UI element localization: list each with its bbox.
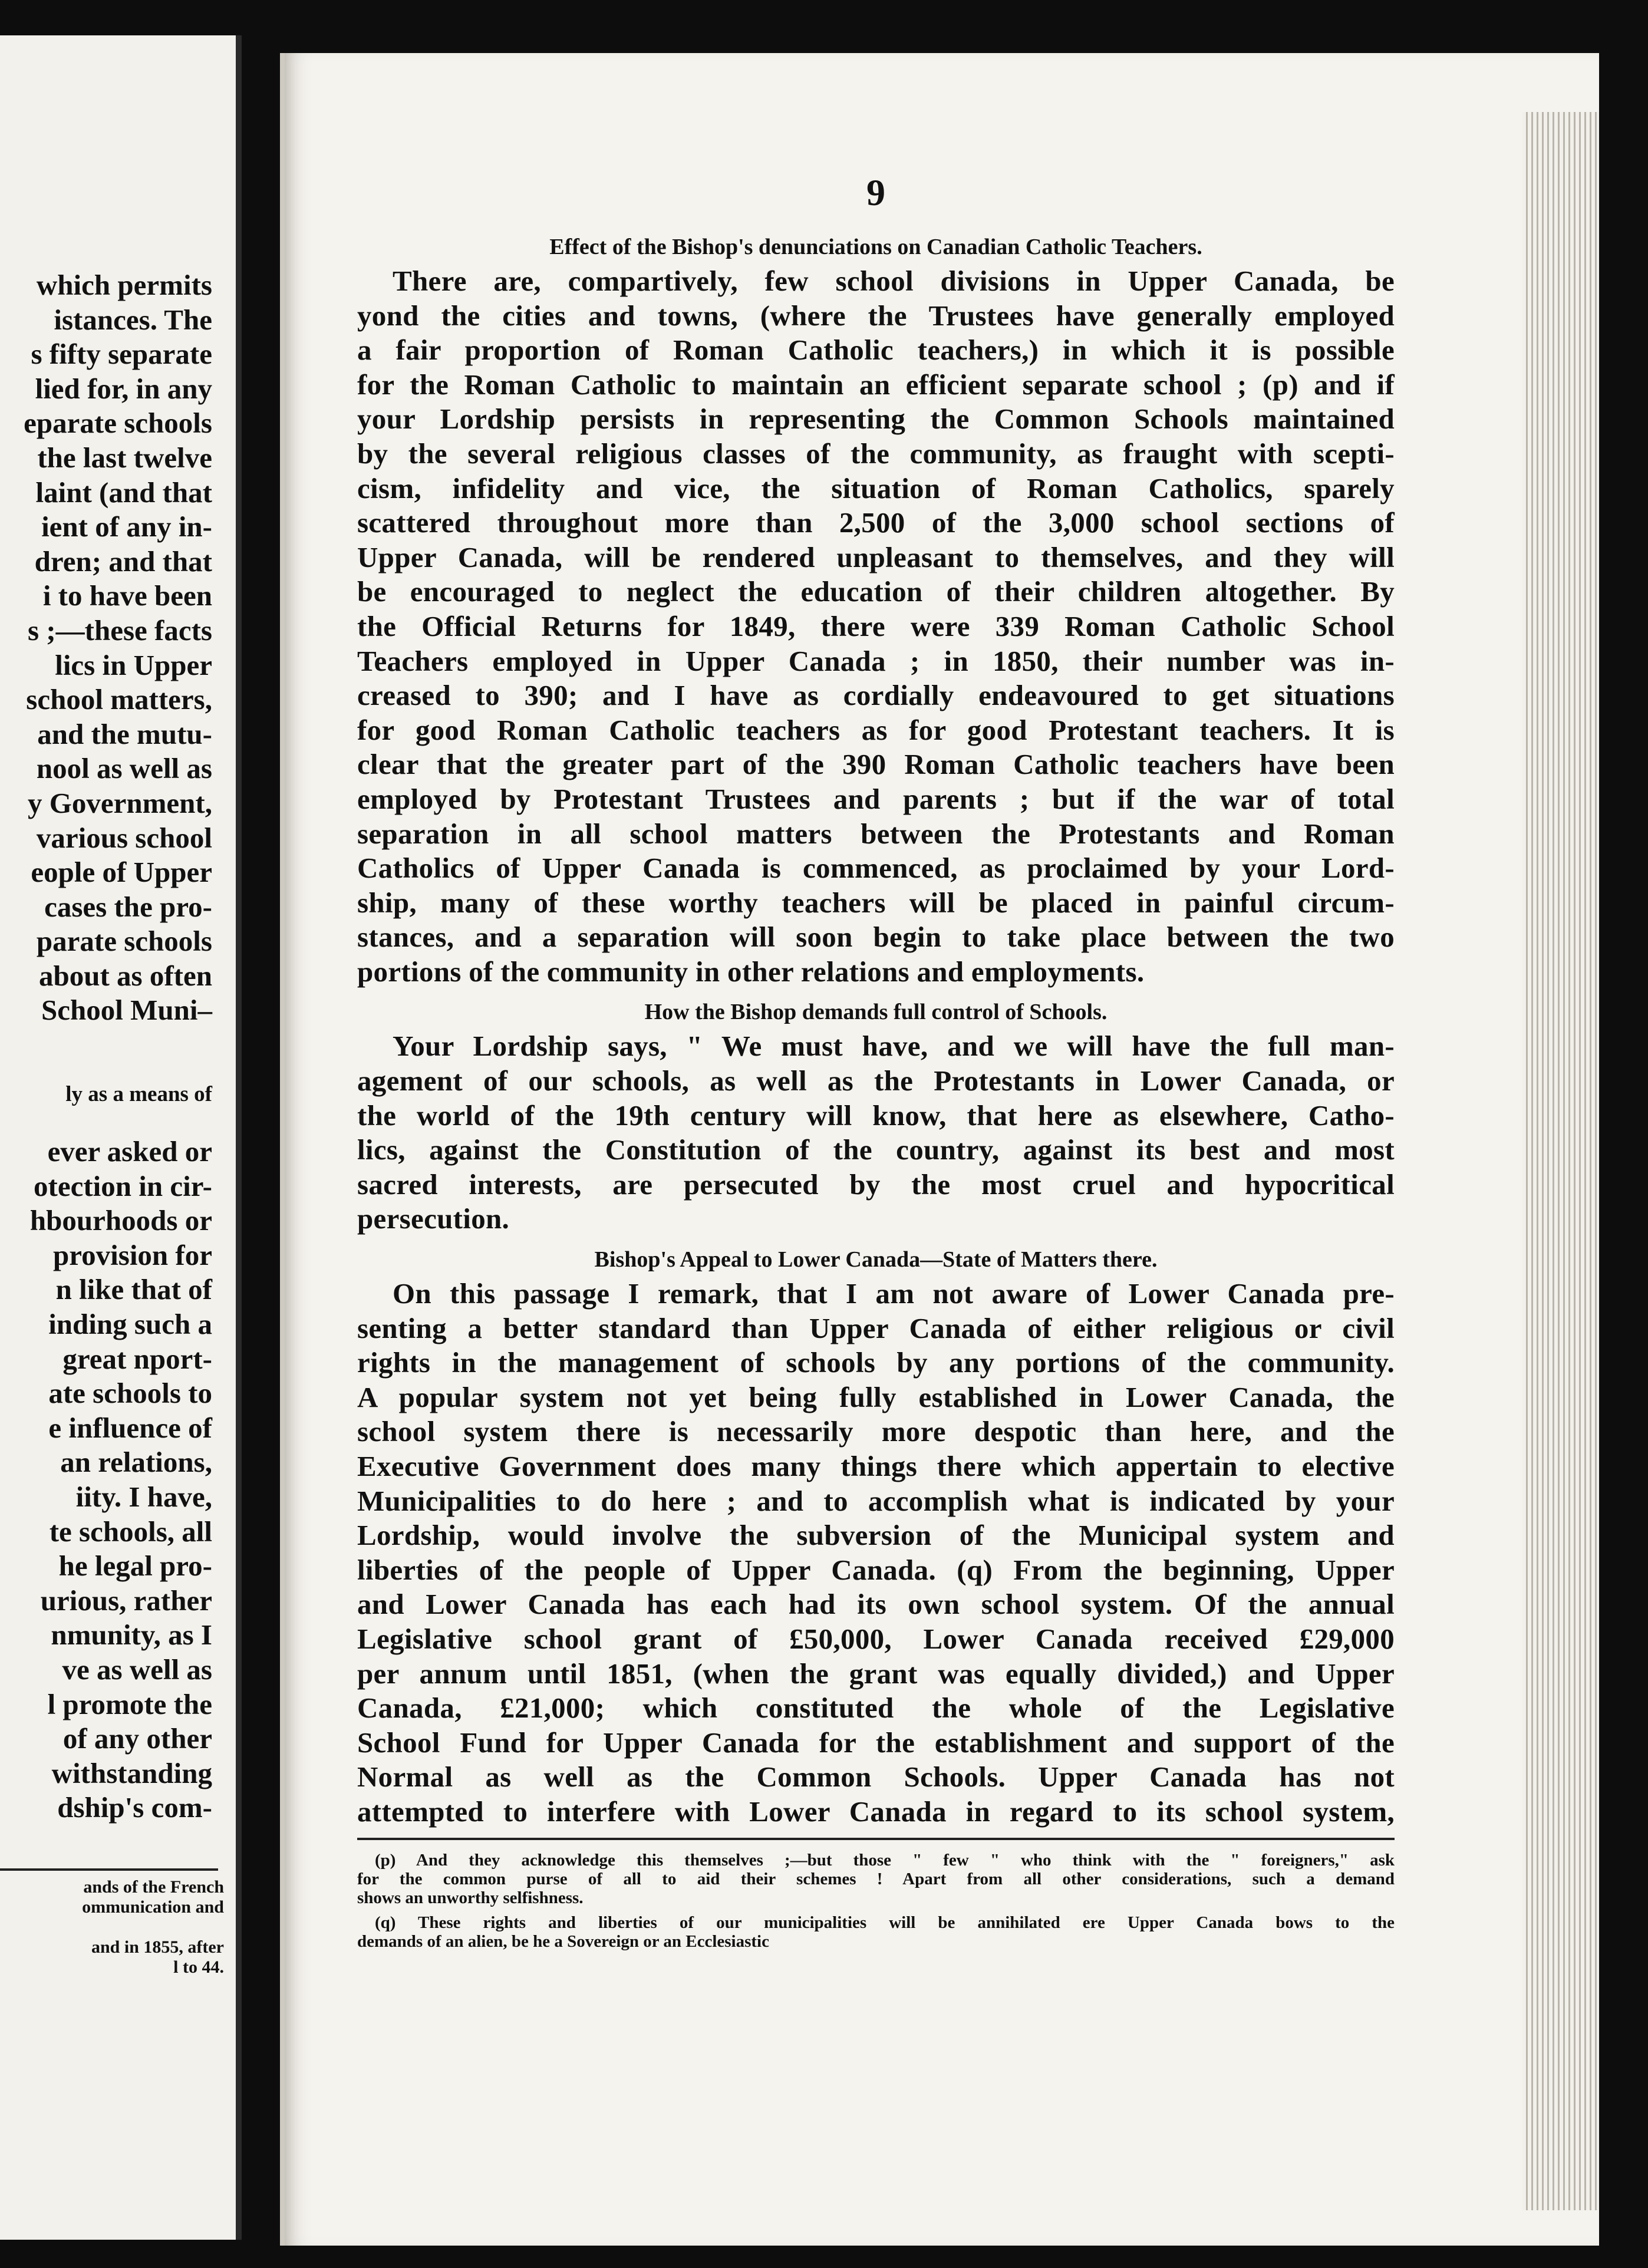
text-line: be encouraged to neglect the education of their children altogether. By [357, 575, 1395, 608]
footnote-p [357, 1851, 1395, 1907]
text-line: portions of the community in other relations and employments. [357, 955, 1145, 988]
prev-line: great nport- [62, 1342, 212, 1375]
prev-line: e influence of [48, 1411, 212, 1444]
prev-line: istances. The [54, 303, 212, 336]
prev-note-line: ands of the French [83, 1877, 224, 1897]
page-body [357, 230, 1395, 1951]
previous-page-text [0, 268, 212, 1028]
paragraph [357, 1029, 1395, 1237]
current-page [280, 53, 1599, 2246]
text-line: ship, many of these worthy teachers will be placed in painful circum- [357, 886, 1395, 919]
footnote-line: (q) These rights and liberties of our municipalities will be annihilated ere Upper Canada bows to the [375, 1913, 1395, 1932]
section-heading: How the Bishop demands full control of Schools. [644, 1000, 1108, 1025]
prev-line: provision for [53, 1238, 212, 1271]
prev-line: ient of any in- [41, 510, 212, 543]
prev-line: urious, rather [40, 1584, 212, 1617]
text-line: Canada, £21,000; which constituted the whole of the Legislative [357, 1692, 1395, 1725]
text-line: per annum until 1851, (when the grant was equally divided,) and Upper [357, 1657, 1395, 1690]
prev-line: the last twelve [37, 441, 212, 474]
paragraph [357, 1277, 1395, 1829]
prev-line: l promote the [47, 1687, 212, 1720]
text-line: sacred interests, are persecuted by the most cruel and hypocritical [357, 1168, 1395, 1201]
text-line: stances, and a separation will soon begin to take place between the two [357, 921, 1395, 954]
previous-page-text-2 [0, 1135, 212, 1825]
prev-line: n like that of [55, 1273, 212, 1306]
prev-line: dren; and that [34, 545, 212, 578]
prev-line: te schools, all [49, 1515, 212, 1548]
footnote-line: (p) And they acknowledge this themselves ;—but those " few " who think with the " foreigners," ask [375, 1850, 1395, 1870]
prev-note-line: l to 44. [173, 1957, 224, 1977]
prev-footnote-fragment: ly as a means of [65, 1082, 212, 1106]
text-line: agement of our schools, as well as the Protestants in Lower Canada, or [357, 1064, 1395, 1097]
text-line: senting a better standard than Upper Canada of either religious or civil [357, 1311, 1395, 1344]
previous-page [0, 35, 242, 2240]
section-heading: Effect of the Bishop's denunciations on Canadian Catholic Teachers. [549, 235, 1202, 259]
text-line: On this passage I remark, that I am not aware of Lower Canada pre- [393, 1277, 1395, 1310]
prev-line: lied for, in any [35, 372, 212, 405]
prev-line: cases the pro- [44, 890, 212, 923]
text-line: scattered throughout more than 2,500 of the 3,000 school sections of [357, 506, 1395, 539]
text-line: Catholics of Upper Canada is commenced, as proclaimed by your Lord- [357, 852, 1395, 885]
text-line: liberties of the people of Upper Canada. (q) From the beginning, Upper [357, 1553, 1395, 1586]
prev-line: ve as well as [62, 1653, 212, 1686]
paragraph [357, 264, 1395, 989]
section-heading: Bishop's Appeal to Lower Canada—State of Matters there. [594, 1247, 1158, 1273]
prev-line: parate schools [36, 925, 212, 958]
text-line: A popular system not yet being fully established in Lower Canada, the [357, 1380, 1395, 1413]
prev-line: School Muni– [41, 994, 212, 1027]
text-line: yond the cities and towns, (where the Trustees have generally employed [357, 299, 1395, 332]
text-line: Normal as well as the Common Schools. Upper Canada has not [357, 1761, 1395, 1794]
text-line: your Lordship persists in representing the Common Schools maintained [357, 403, 1395, 436]
text-line: Upper Canada, will be rendered unpleasant to themselves, and they will [357, 540, 1395, 573]
text-line: the Official Returns for 1849, there were 339 Roman Catholic School [357, 609, 1395, 642]
text-line: School Fund for Upper Canada for the establishment and support of the [357, 1726, 1395, 1759]
text-line: Executive Government does many things there which appertain to elective [357, 1450, 1395, 1482]
prev-footnote-rule [0, 1868, 218, 1871]
prev-line: y Government, [28, 786, 212, 819]
footnote-q [357, 1913, 1395, 1951]
prev-line: and the mutu- [37, 717, 212, 750]
footnote-line: for the common purse of all to aid their schemes ! Apart from all other considerations, such a demand [357, 1869, 1395, 1888]
prev-note-line [0, 1917, 224, 1937]
text-line: by the several religious classes of the community, as fraught with scepti- [357, 437, 1395, 470]
text-line: persecution. [357, 1202, 510, 1235]
prev-line: eople of Upper [31, 856, 212, 889]
text-line: lics, against the Constitution of the country, against its best and most [357, 1133, 1395, 1166]
text-line: Your Lordship says, " We must have, and we will have the full man- [393, 1030, 1395, 1063]
footnote-rule [357, 1838, 1395, 1840]
prev-line: an relations, [60, 1446, 212, 1479]
text-line: Legislative school grant of £50,000, Lower Canada received £29,000 [357, 1622, 1395, 1655]
text-line: attempted to interfere with Lower Canada in regard to its school system, [357, 1795, 1395, 1828]
prev-line: he legal pro- [58, 1550, 212, 1583]
text-line: Lordship, would involve the subversion of the Municipal system and [357, 1519, 1395, 1552]
prev-line: s ;—these facts [28, 614, 212, 647]
prev-line: about as often [38, 959, 212, 992]
text-line: creased to 390; and I have as cordially endeavoured to get situations [357, 679, 1395, 712]
text-line: There are, compartively, few school divisions in Upper Canada, be [393, 265, 1395, 297]
prev-line: i to have been [42, 579, 212, 612]
prev-footnotes [0, 1877, 224, 1977]
prev-line: various school [36, 821, 212, 854]
prev-line: otection in cir- [34, 1169, 212, 1202]
prev-line: s fifty separate [31, 338, 212, 371]
text-line: and Lower Canada has each had its own school system. Of the annual [357, 1588, 1395, 1621]
text-line: for good Roman Catholic teachers as for good Protestant teachers. It is [357, 713, 1395, 746]
page-stack-edge [1522, 112, 1599, 2210]
prev-line: withstanding [51, 1756, 212, 1789]
prev-line: of any other [62, 1722, 212, 1755]
prev-note-line: and in 1855, after [91, 1937, 224, 1957]
text-line: a fair proportion of Roman Catholic teachers,) in which it is possible [357, 334, 1395, 367]
prev-line: ever asked or [47, 1135, 212, 1168]
prev-line: eparate schools [24, 407, 212, 440]
text-line: cism, infidelity and vice, the situation of Roman Catholics, sparely [357, 472, 1395, 505]
prev-line: inding such a [48, 1307, 212, 1340]
prev-note-line: ommunication and [82, 1897, 224, 1917]
prev-line: school matters, [26, 683, 212, 716]
text-line: clear that the greater part of the 390 Roman Catholic teachers have been [357, 748, 1395, 781]
prev-line: iity. I have, [75, 1480, 212, 1513]
prev-line: lics in Upper [55, 648, 212, 681]
text-line: the world of the 19th century will know, that here as elsewhere, Catho- [357, 1099, 1395, 1132]
text-line: school system there is necessarily more despotic than here, and the [357, 1415, 1395, 1448]
prev-line: ate schools to [48, 1377, 212, 1410]
text-line: for the Roman Catholic to maintain an efficient separate school ; (p) and if [357, 368, 1395, 401]
text-line: separation in all school matters between the Protestants and Roman [357, 817, 1395, 850]
prev-line: which permits [36, 269, 212, 301]
footnote-line: demands of an alien, be he a Sovereign or an Ecclesiastic [357, 1931, 769, 1951]
prev-line: nmunity, as I [51, 1618, 212, 1651]
text-line: Municipalities to do here ; and to accomplish what is indicated by your [357, 1484, 1395, 1517]
prev-line: hbourhoods or [29, 1204, 212, 1237]
text-line: Teachers employed in Upper Canada ; in 1850, their number was in- [357, 644, 1395, 677]
text-line: rights in the management of schools by any portions of the community. [357, 1346, 1395, 1379]
page-number: 9 [866, 172, 885, 213]
text-line: employed by Protestant Trustees and parents ; but if the war of total [357, 782, 1395, 815]
footnote-line: shows an unworthy selfishness. [357, 1888, 584, 1907]
prev-line: dship's com- [57, 1791, 212, 1824]
prev-line: nool as well as [36, 752, 212, 785]
prev-line: laint (and that [35, 476, 212, 509]
